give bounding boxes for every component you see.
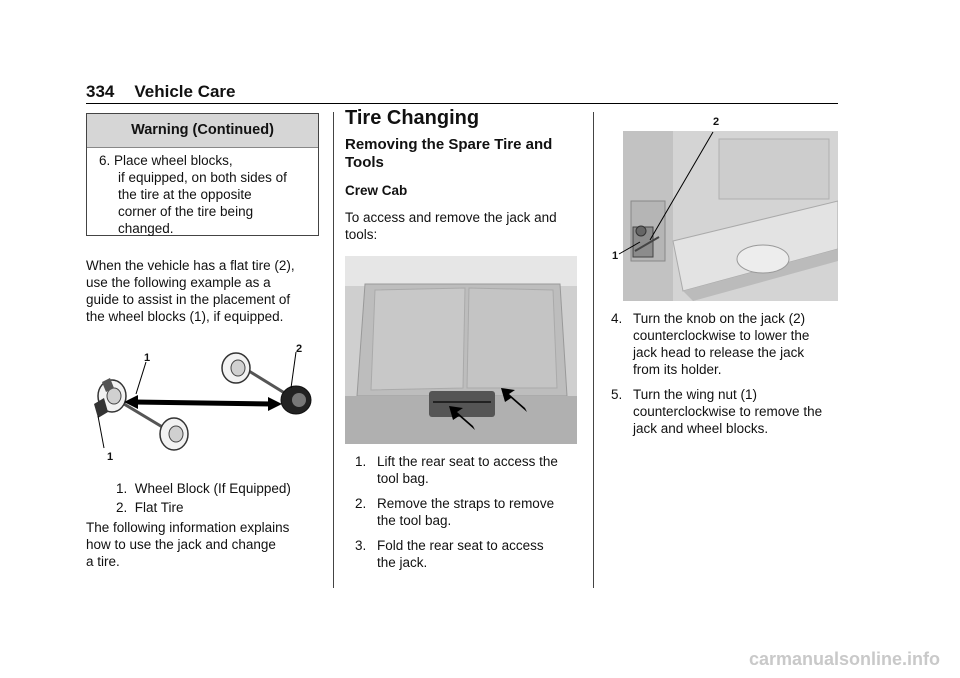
step-item: 2. Remove the straps to remove the tool bag. xyxy=(355,496,555,528)
warning-step-line: changed. xyxy=(118,221,174,236)
wheel-block-diagram xyxy=(86,338,326,466)
placement-arrow xyxy=(134,402,272,404)
leader-line xyxy=(650,132,713,240)
wheel-right-rear xyxy=(222,353,250,383)
text-line: tools: xyxy=(345,227,378,242)
text-line: To access and remove the jack and xyxy=(345,210,557,225)
seat-armrest xyxy=(737,245,789,273)
text-line: the wheel blocks (1), if equipped. xyxy=(86,309,284,324)
page-number: 334 xyxy=(86,82,115,101)
col3-steps xyxy=(607,310,847,445)
leader-line xyxy=(98,416,104,448)
column-divider-1 xyxy=(333,112,334,588)
step-item: 5. Turn the wing nut (1) counterclockwise to remove the jack and wheel blocks. xyxy=(611,387,823,436)
callout-1-bottom: 1 xyxy=(107,451,114,463)
col2-heading xyxy=(345,107,585,243)
callout-1-top: 1 xyxy=(144,352,151,364)
crew-cab-heading: Crew Cab xyxy=(345,183,408,198)
warning-title: Warning (Continued) xyxy=(87,114,318,148)
col1-intro xyxy=(86,257,326,325)
leader-line xyxy=(619,242,640,254)
callout-2: 2 xyxy=(713,116,720,128)
text-line: When the vehicle has a flat tire (2), xyxy=(86,258,295,273)
header-rule xyxy=(86,103,838,104)
wheel-left-rear xyxy=(160,418,188,450)
warning-box xyxy=(86,113,319,236)
warning-step-text: Place wheel blocks, xyxy=(114,153,233,168)
diagram-legend xyxy=(116,480,326,518)
page-header xyxy=(86,82,236,102)
warning-step-line: if equipped, on both sides of xyxy=(118,170,287,185)
text-line: a tire. xyxy=(86,554,120,569)
leader-line xyxy=(291,352,296,388)
subsection-heading-line: Tools xyxy=(345,154,384,171)
warning-body xyxy=(87,148,318,237)
leader-line xyxy=(136,362,146,394)
rear-seat-photo xyxy=(345,256,577,444)
section-title: Vehicle Care xyxy=(134,82,236,101)
warning-step xyxy=(99,152,310,169)
text-line: how to use the jack and change xyxy=(86,537,276,552)
warning-step-line: corner of the tire being xyxy=(118,204,254,219)
text-line: The following information explains xyxy=(86,520,290,535)
step-item: 4. Turn the knob on the jack (2) counterclockwise to lower the jack head to release the jack from its holder. xyxy=(611,311,810,377)
subsection-heading-line: Removing the Spare Tire and xyxy=(345,136,553,153)
jack-leader-lines xyxy=(600,120,730,265)
callout-1: 1 xyxy=(612,250,619,262)
arrow-head-right xyxy=(268,397,282,411)
watermark: carmanualsonline.info xyxy=(748,649,940,669)
col2-steps xyxy=(351,453,583,579)
legend-item: 1. Wheel Block (If Equipped) xyxy=(116,481,291,496)
text-line: use the following example as a xyxy=(86,275,271,290)
warning-step-line: the tire at the opposite xyxy=(118,187,252,202)
column-divider-2 xyxy=(593,112,594,588)
text-line: guide to assist in the placement of xyxy=(86,292,291,307)
flat-tire xyxy=(281,386,311,414)
step-item: 3. Fold the rear seat to access the jack. xyxy=(355,538,544,570)
col1-outro xyxy=(86,519,326,570)
callout-2: 2 xyxy=(296,343,303,355)
section-heading: Tire Changing xyxy=(345,107,480,129)
step-item: 1. Lift the rear seat to access the tool bag. xyxy=(355,454,558,486)
warning-step-number: 6. xyxy=(99,153,111,168)
tool-bag xyxy=(429,391,495,417)
legend-item: 2. Flat Tire xyxy=(116,500,184,515)
